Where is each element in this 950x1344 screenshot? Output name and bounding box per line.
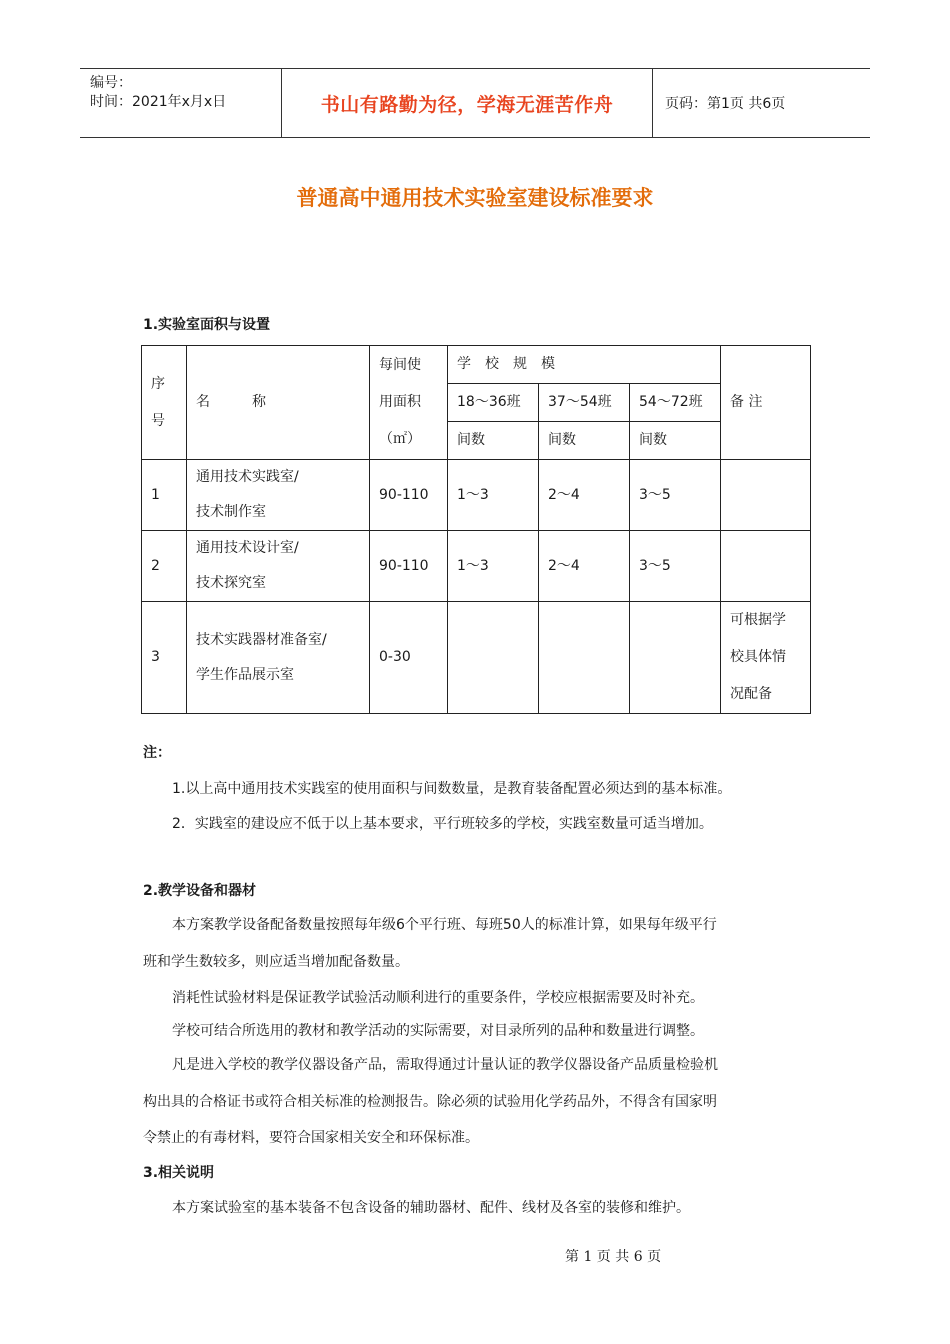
row-note-line3: 况配备 [730, 686, 772, 702]
row-name [187, 531, 370, 602]
header-meta-cell [80, 69, 282, 137]
lab-area-table [141, 345, 811, 714]
section2-heading: 2.教学设备和器材 [143, 883, 257, 899]
header-seq-line2: 号 [151, 412, 165, 429]
section3-heading: 3.相关说明 [143, 1165, 215, 1181]
header-scale-1: 18～36班 [448, 384, 539, 422]
row-name-line2: 学生作品展示室 [196, 666, 294, 683]
section3-p1: 本方案试验室的基本装备不包含设备的辅助器材、配件、线材及各室的装修和维护。 [172, 1200, 690, 1216]
row-name-line2: 技术制作室 [196, 504, 266, 520]
row-count-2: 2～4 [539, 531, 630, 602]
header-school-scale: 学 校 规 模 [448, 346, 721, 384]
row-count-3: 3～5 [630, 460, 721, 531]
header-count-3: 间数 [630, 422, 721, 460]
section2-p2: 消耗性试验材料是保证教学试验活动顺利进行的重要条件，学校应根据需要及时补充。 [172, 990, 704, 1006]
row-name-line1: 通用技术设计室/ [196, 540, 299, 556]
row-note [721, 602, 811, 714]
row-count-1: 1～3 [448, 460, 539, 531]
row-seq: 2 [142, 531, 187, 602]
page-header [80, 68, 870, 138]
section2-p4-line3: 令禁止的有毒材料，要符合国家相关安全和环保标准。 [143, 1130, 479, 1146]
row-name [187, 602, 370, 714]
section2-p1-line1: 本方案教学设备配备数量按照每年级6个平行班、每班50人的标准计算，如果每年级平行 [172, 917, 717, 933]
row-area: 90-110 [370, 531, 448, 602]
header-note: 备 注 [721, 346, 811, 460]
row-seq: 1 [142, 460, 187, 531]
row-name [187, 460, 370, 531]
note-item-1: 1.以上高中通用技术实践室的使用面积与间数数量，是教育装备配置必须达到的基本标准。 [172, 781, 732, 797]
header-seq [142, 346, 187, 460]
header-seq-line1: 序 [151, 375, 165, 392]
header-area-line3: （㎡） [379, 431, 421, 447]
page-title: 普通高中通用技术实验室建设标准要求 [296, 185, 654, 210]
row-count-1: 1～3 [448, 531, 539, 602]
header-count-1: 间数 [448, 422, 539, 460]
header-page-cell [653, 69, 870, 137]
row-note-line2: 校具体情 [730, 649, 786, 665]
page-code: 页码：第1页 共6页 [665, 96, 786, 112]
table-row [142, 460, 811, 531]
header-count-2: 间数 [539, 422, 630, 460]
row-note [721, 531, 811, 602]
doc-time-label: 时间：2021年x月x日 [90, 94, 227, 110]
row-count-3 [630, 602, 721, 714]
table-row [142, 531, 811, 602]
page-footer: 第 1 页 共 6 页 [565, 1249, 662, 1265]
section2-p4-line1: 凡是进入学校的教学仪器设备产品，需取得通过计量认证的教学仪器设备产品质量检验机 [172, 1057, 718, 1073]
table-row [142, 602, 811, 714]
section2-p3: 学校可结合所选用的教材和教学活动的实际需要，对目录所列的品种和数量进行调整。 [172, 1023, 704, 1039]
header-name: 名 称 [187, 346, 370, 460]
doc-number-label: 编号： [90, 75, 132, 91]
row-count-1 [448, 602, 539, 714]
row-seq: 3 [142, 602, 187, 714]
note-item-2: 2．实践室的建设应不低于以上基本要求，平行班较多的学校，实践室数量可适当增加。 [172, 816, 713, 832]
row-count-2: 2～4 [539, 460, 630, 531]
row-area: 90-110 [370, 460, 448, 531]
row-name-line1: 技术实践器材准备室/ [196, 631, 327, 648]
row-count-3: 3～5 [630, 531, 721, 602]
header-motto-cell [282, 69, 653, 137]
section2-p4-line2: 构出具的合格证书或符合相关标准的检测报告。除必须的试验用化学药品外，不得含有国家明 [143, 1094, 717, 1110]
row-note [721, 460, 811, 531]
motto: 书山有路勤为径，学海无涯苦作舟 [320, 93, 614, 116]
row-name-line1: 通用技术实践室/ [196, 469, 299, 485]
row-area: 0-30 [370, 602, 448, 714]
header-scale-2: 37～54班 [539, 384, 630, 422]
row-count-2 [539, 602, 630, 714]
header-area-line1: 每间使 [379, 357, 421, 373]
section2-p1-line2: 班和学生数较多，则应适当增加配备数量。 [143, 954, 409, 970]
section1-heading: 1.实验室面积与设置 [143, 317, 271, 333]
header-area-line2: 用面积 [379, 394, 421, 410]
row-name-line2: 技术探究室 [196, 575, 266, 591]
header-area [370, 346, 448, 460]
header-scale-3: 54～72班 [630, 384, 721, 422]
row-note-line1: 可根据学 [730, 612, 786, 628]
notes-heading: 注： [143, 745, 171, 761]
